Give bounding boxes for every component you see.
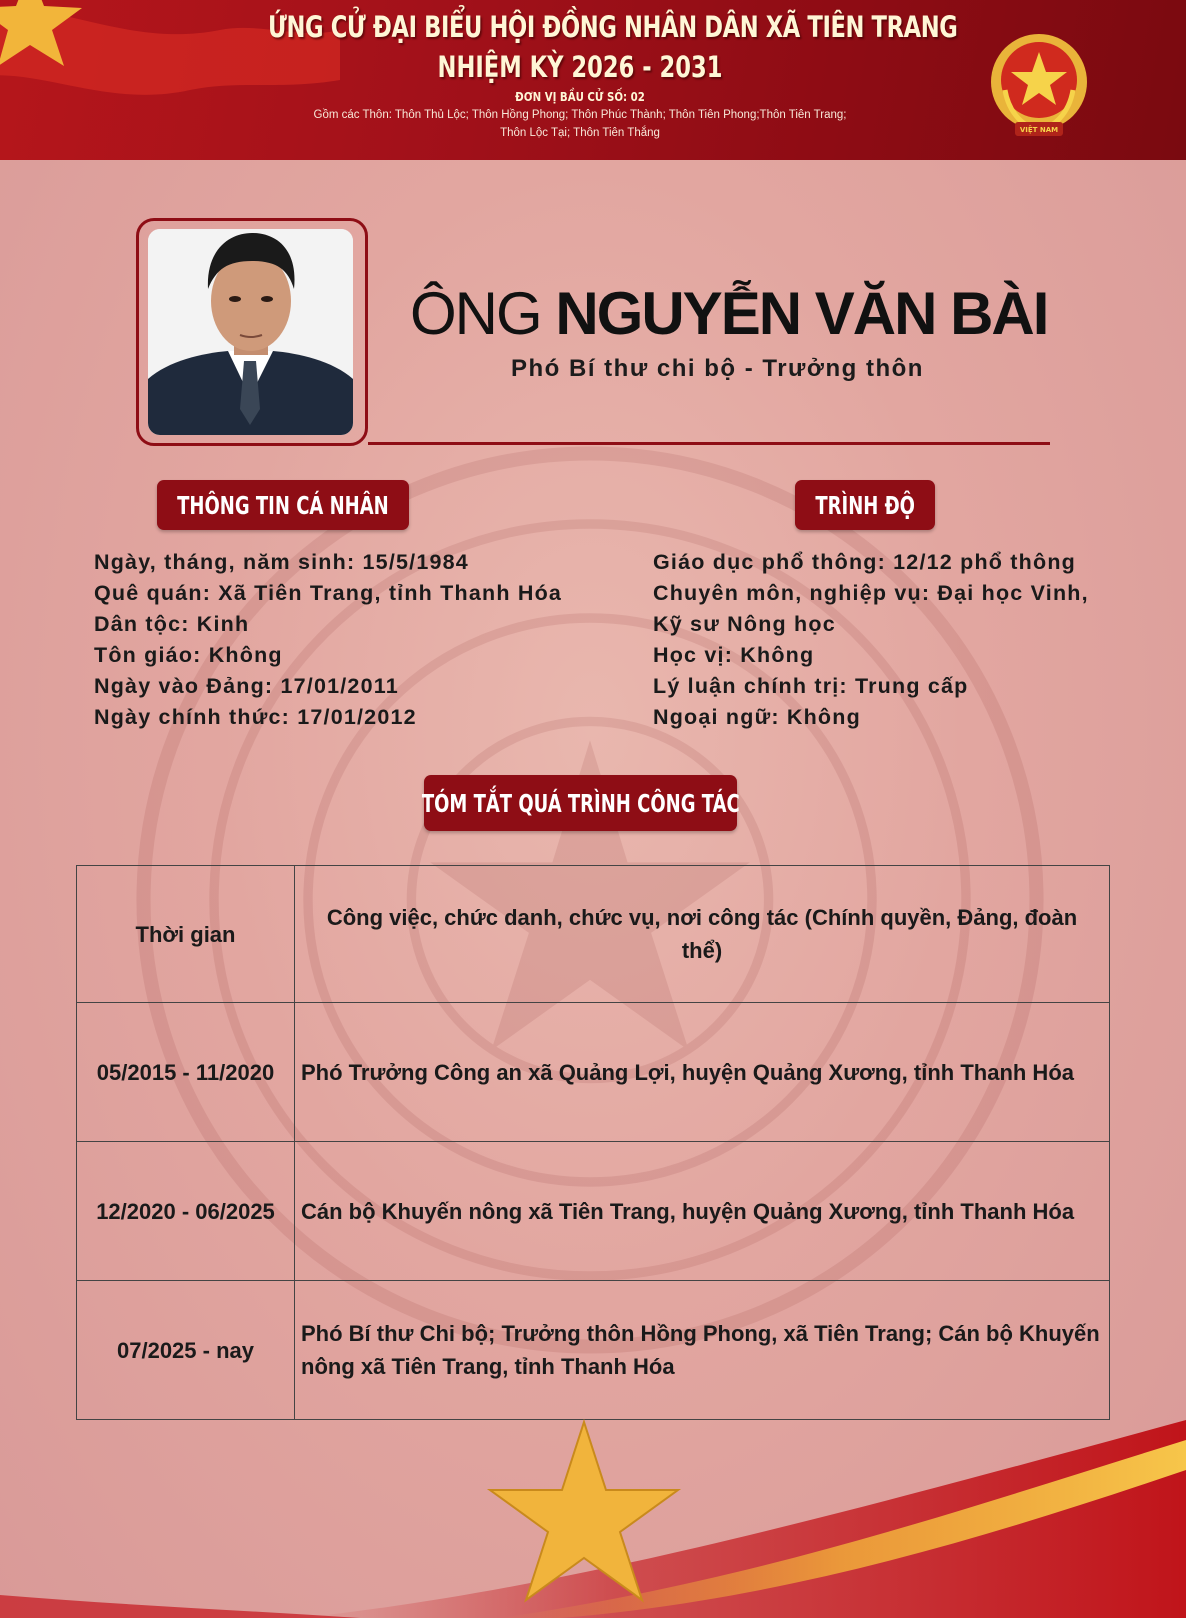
personal-info-list bbox=[94, 547, 562, 733]
table-row bbox=[77, 1142, 1110, 1281]
table-row bbox=[77, 1003, 1110, 1142]
list-item: Chuyên môn, nghiệp vụ: Đại học Vinh, bbox=[653, 581, 1089, 605]
list-item: Giáo dục phổ thông: 12/12 phổ thông bbox=[653, 550, 1076, 574]
list-item: Quê quán: Xã Tiên Trang, tỉnh Thanh Hóa bbox=[94, 581, 563, 605]
section-education: TRÌNH ĐỘ bbox=[795, 480, 935, 530]
page-header bbox=[0, 0, 1186, 160]
header-unit: ĐƠN VỊ BẦU CỬ SỐ: 02 bbox=[515, 90, 645, 104]
list-item: Ngày vào Đảng: 17/01/2011 bbox=[94, 674, 399, 698]
row-work: Cán bộ Khuyến nông xã Tiên Trang, huyện Quảng Xương, tỉnh Thanh Hóa bbox=[295, 1142, 1110, 1281]
header-time: Thời gian bbox=[77, 866, 295, 1003]
name-underline bbox=[368, 442, 1050, 445]
candidate-position: Phó Bí thư chi bộ - Trưởng thôn bbox=[511, 355, 924, 382]
list-item: Lý luận chính trị: Trung cấp bbox=[653, 674, 969, 698]
section-personal-info: THÔNG TIN CÁ NHÂN bbox=[157, 480, 409, 530]
header-work: Công việc, chức danh, chức vụ, nơi công tác (Chính quyền, Đảng, đoàn thể) bbox=[295, 866, 1110, 1003]
table-row bbox=[77, 1281, 1110, 1420]
row-time: 05/2015 - 11/2020 bbox=[77, 1003, 295, 1142]
header-title: ỨNG CỬ ĐẠI BIỂU HỘI ĐỒNG NHÂN DÂN XÃ TIÊN TRANG bbox=[268, 10, 958, 44]
section-career-summary: TÓM TẮT QUÁ TRÌNH CÔNG TÁC bbox=[424, 775, 737, 831]
header-term: NHIỆM KỲ 2026 - 2031 bbox=[437, 50, 723, 84]
row-time: 07/2025 - nay bbox=[77, 1281, 295, 1420]
candidate-name bbox=[410, 278, 1070, 350]
row-work: Phó Bí thư Chi bộ; Trưởng thôn Hồng Phong, xã Tiên Trang; Cán bộ Khuyến nông xã Tiên Trang, tỉnh Thanh Hóa bbox=[295, 1281, 1110, 1420]
candidate-photo bbox=[148, 229, 353, 435]
list-item: Kỹ sư Nông học bbox=[653, 612, 836, 636]
header-villages-2: Thôn Lộc Tại; Thôn Tiên Thắng bbox=[500, 127, 660, 139]
candidate-title: ÔNG bbox=[410, 280, 541, 347]
list-item: Ngày, tháng, năm sinh: 15/5/1984 bbox=[94, 550, 469, 574]
bottom-flag-decoration bbox=[0, 1400, 1186, 1618]
career-table bbox=[76, 865, 1110, 1420]
row-time: 12/2020 - 06/2025 bbox=[77, 1142, 295, 1281]
emblem-text: VIỆT NAM bbox=[1019, 126, 1059, 134]
education-info-list bbox=[653, 547, 1089, 733]
row-work: Phó Trưởng Công an xã Quảng Lợi, huyện Quảng Xương, tỉnh Thanh Hóa bbox=[295, 1003, 1110, 1142]
list-item: Tôn giáo: Không bbox=[94, 643, 283, 667]
list-item: Ngày chính thức: 17/01/2012 bbox=[94, 705, 417, 729]
table-header-row bbox=[77, 866, 1110, 1003]
list-item: Học vị: Không bbox=[653, 643, 815, 667]
list-item: Ngoại ngữ: Không bbox=[653, 705, 861, 729]
list-item: Dân tộc: Kinh bbox=[94, 612, 250, 636]
candidate-full-name: NGUYỄN VĂN BÀI bbox=[555, 280, 1048, 347]
national-emblem-icon bbox=[985, 30, 1093, 142]
header-villages-1: Gồm các Thôn: Thôn Thủ Lộc; Thôn Hồng Phong; Thôn Phúc Thành; Thôn Tiên Phong;Thôn Tiên Trang; bbox=[313, 109, 847, 121]
